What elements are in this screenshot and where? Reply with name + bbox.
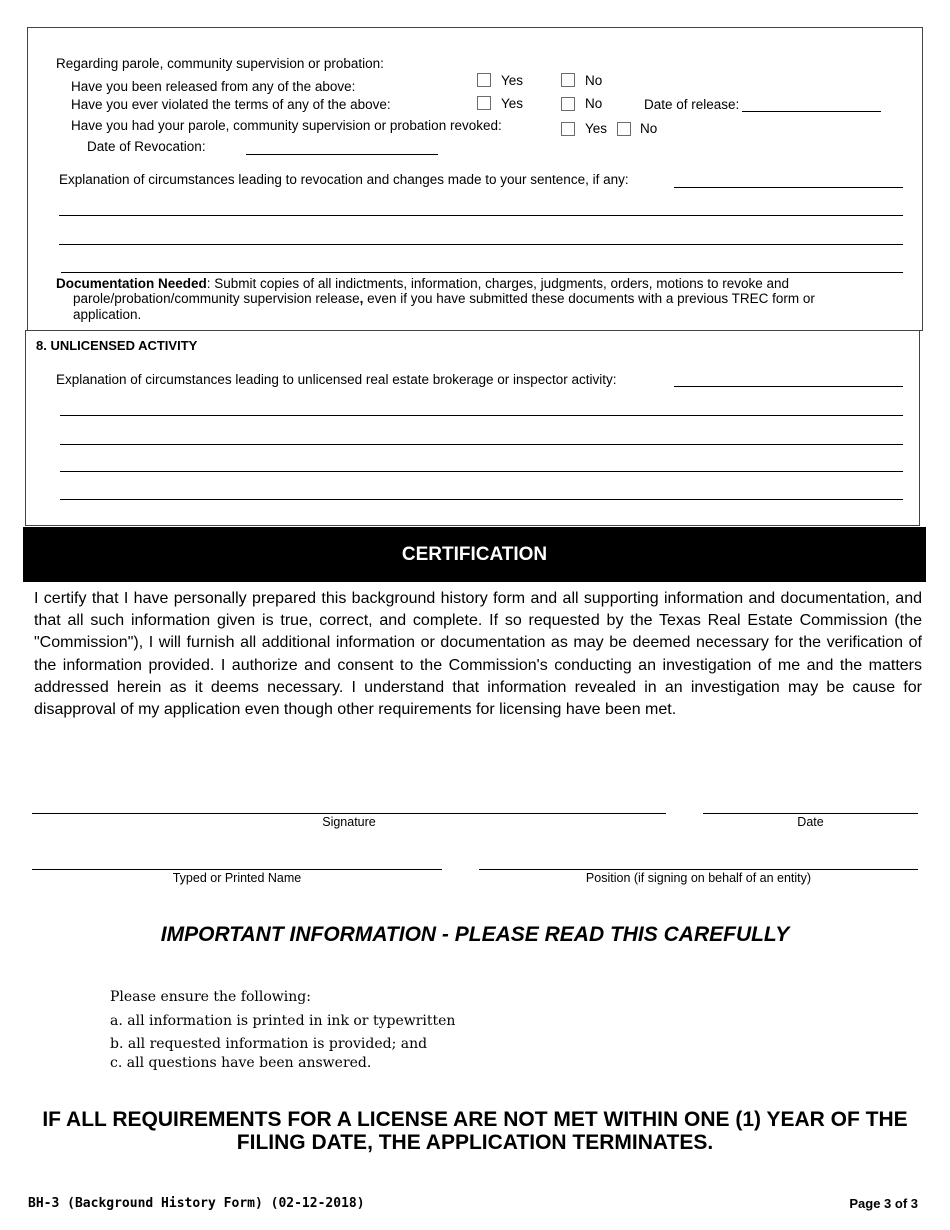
documentation-needed-text: : Submit copies of all indictments, information, charges, judgments, orders, motions to revoke and — [206, 276, 790, 291]
ensure-item: a. all information is printed in ink or typewritten — [110, 1013, 456, 1029]
revocation-explanation-line[interactable] — [59, 244, 903, 245]
termination-warning-line1: IF ALL REQUIREMENTS FOR A LICENSE ARE NOT MET WITHIN ONE (1) YEAR OF THE — [42, 1108, 908, 1131]
parole-heading: Regarding parole, community supervision or probation: — [56, 56, 384, 71]
certification-title: CERTIFICATION — [401, 543, 548, 565]
form-id: BH-3 (Background History Form) (02-12-2018) — [28, 1196, 365, 1211]
termination-warning-line2: FILING DATE, THE APPLICATION TERMINATES. — [236, 1131, 714, 1154]
date-label: Date — [797, 815, 824, 829]
ensure-item: b. all requested information is provided; and — [110, 1036, 428, 1052]
termination-warning — [0, 1108, 950, 1154]
violated-no-checkbox[interactable] — [561, 97, 575, 111]
released-no-checkbox[interactable] — [561, 73, 575, 87]
date-field[interactable] — [703, 813, 918, 814]
question-released: Have you been released from any of the above: — [71, 79, 356, 94]
unlicensed-explanation-line[interactable] — [60, 415, 903, 416]
documentation-needed-line1 — [56, 276, 789, 292]
documentation-needed-label: Documentation Needed — [56, 276, 207, 291]
signature-field[interactable] — [32, 813, 666, 814]
page-number: Page 3 of 3 — [849, 1196, 918, 1211]
date-of-revocation-field[interactable] — [246, 154, 438, 155]
revocation-explanation-field[interactable] — [674, 187, 903, 188]
revoked-yes-label: Yes — [585, 121, 608, 136]
question-violated: Have you ever violated the terms of any of the above: — [71, 97, 391, 112]
documentation-needed-text: even if you have submitted these documents with a previous TREC form or — [363, 291, 815, 306]
ensure-item: c. all questions have been answered. — [110, 1055, 372, 1071]
released-no-label: No — [585, 73, 603, 88]
documentation-needed-line2 — [73, 291, 815, 307]
unlicensed-section-box — [25, 330, 920, 526]
important-title: IMPORTANT INFORMATION - PLEASE READ THIS CAREFULLY — [160, 923, 790, 946]
date-of-release-field[interactable] — [742, 111, 881, 112]
certification-header — [23, 527, 926, 582]
revocation-explanation-label: Explanation of circumstances leading to revocation and changes made to your sentence, if any: — [59, 172, 629, 187]
revoked-no-label: No — [640, 121, 658, 136]
unlicensed-explanation-line[interactable] — [60, 444, 903, 445]
revocation-explanation-line[interactable] — [61, 272, 903, 273]
documentation-needed-line3: application. — [73, 307, 142, 322]
question-revoked: Have you had your parole, community supervision or probation revoked: — [71, 118, 502, 133]
certification-text: I certify that I have personally prepared this background history form and all supporting information and documentation, and that all such information given is true, correct, and complete. If so requested by the Texas Real Estate Commission (the "Commission"), I will furnish all additional information or documentation as may be deemed necessary for the verification of the information provided. I authorize and consent to the Commission's conducting an investigation of me and the matters addressed herein as it deems necessary. I understand that information revealed in an investigation may be cause for disapproval of my application even though other requirements for licensing have been met. — [34, 590, 922, 719]
documentation-needed-comma: , — [359, 291, 364, 306]
date-of-revocation-label: Date of Revocation: — [87, 139, 206, 154]
revoked-yes-checkbox[interactable] — [561, 122, 575, 136]
violated-yes-label: Yes — [501, 96, 524, 111]
released-yes-checkbox[interactable] — [477, 73, 491, 87]
released-yes-label: Yes — [501, 73, 524, 88]
position-field[interactable] — [479, 869, 918, 870]
printed-name-label: Typed or Printed Name — [172, 871, 302, 885]
documentation-needed-text: parole/probation/community supervision release — [73, 291, 360, 306]
revoked-no-checkbox[interactable] — [617, 122, 631, 136]
violated-no-label: No — [585, 96, 603, 111]
unlicensed-title: 8. UNLICENSED ACTIVITY — [36, 338, 198, 353]
printed-name-field[interactable] — [32, 869, 442, 870]
position-label: Position (if signing on behalf of an entity) — [585, 871, 812, 885]
unlicensed-explanation-line[interactable] — [60, 499, 903, 500]
signature-label: Signature — [322, 815, 376, 829]
violated-yes-checkbox[interactable] — [477, 96, 491, 110]
unlicensed-explanation-line[interactable] — [60, 471, 903, 472]
revocation-explanation-line[interactable] — [59, 215, 903, 216]
unlicensed-explanation-label: Explanation of circumstances leading to unlicensed real estate brokerage or inspector activity: — [56, 372, 617, 387]
ensure-intro: Please ensure the following: — [110, 989, 311, 1005]
date-of-release-label: Date of release: — [644, 97, 740, 112]
unlicensed-explanation-field[interactable] — [674, 386, 903, 387]
